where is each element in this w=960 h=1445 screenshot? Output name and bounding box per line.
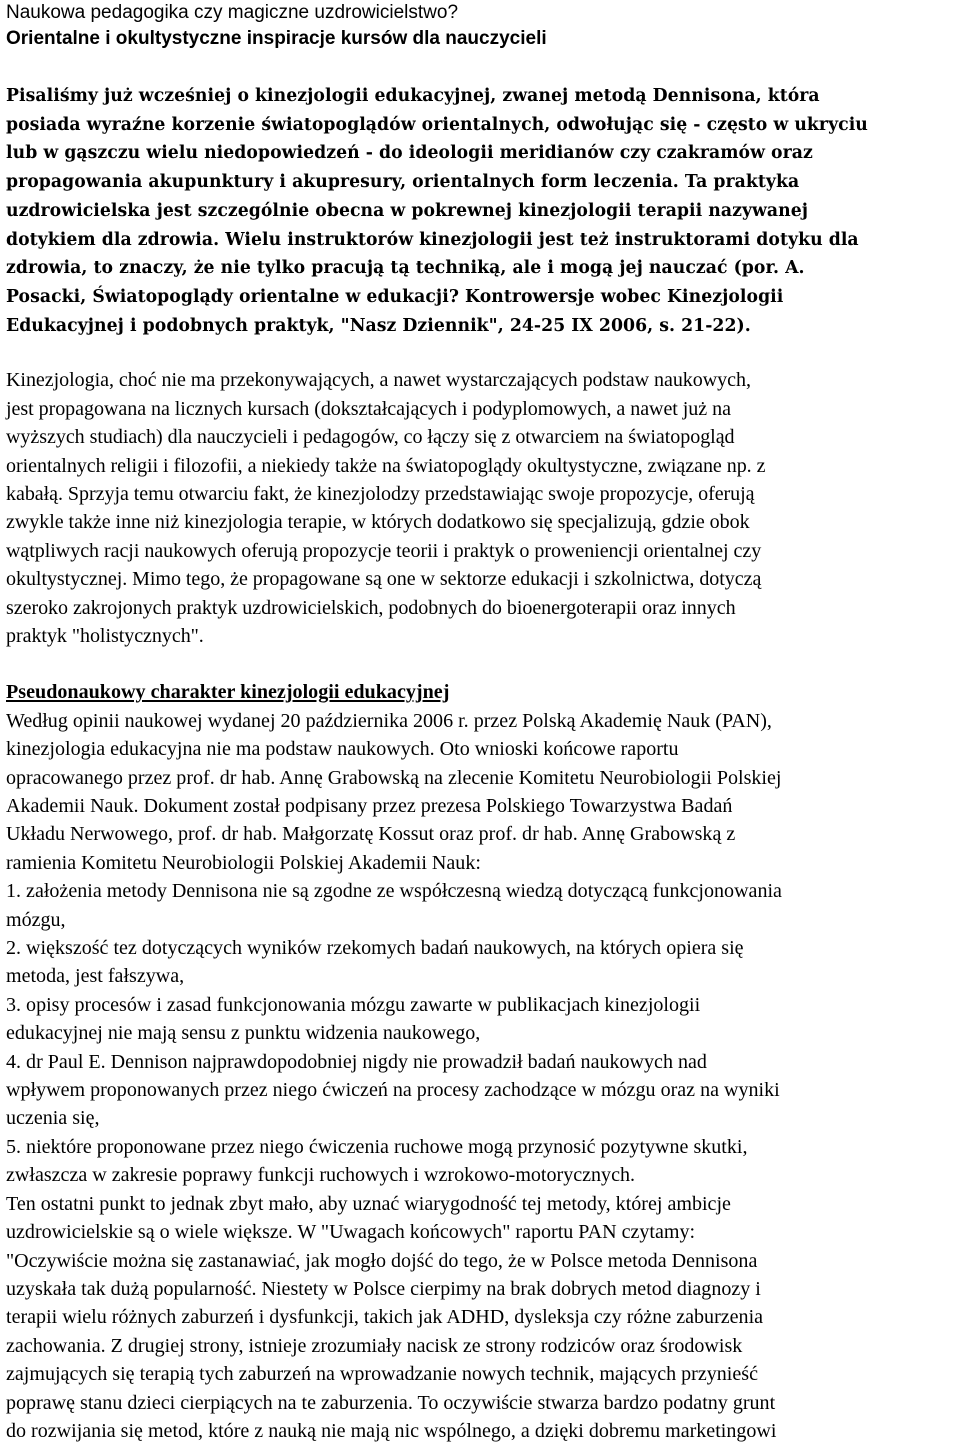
lead-line: lub w gąszczu wielu niedopowiedzeń - do ideologii meridianów czy czakramów oraz [6,143,813,164]
body-line: wyższych studiach) dla nauczycieli i pedagogów, co łączy się z otwarciem na światopogląd [6,426,735,449]
section-line: mózgu, [6,908,66,931]
section-heading: Pseudonaukowy charakter kinezjologii edukacyjnej [6,681,450,704]
section-line: terapii wielu różnych zaburzeń i dysfunkcji, takich jak ADHD, dysleksja czy różne zaburzenia [6,1306,764,1329]
section-line: kinezjologia edukacyjna nie ma podstaw naukowych. Oto wnioski końcowe raportu [6,738,679,761]
body-line: okultystycznej. Mimo tego, że propagowane są one w sektorze edukacji i szkolnictwa, dotyczą [6,568,762,591]
section-line: Układu Nerwowego, prof. dr hab. Małgorzatę Kossut oraz prof. dr hab. Annę Grabowską z [6,823,736,846]
section-line: 2. większość tez dotyczących wyników rzekomych badań naukowych, na których opiera się [6,937,744,960]
section-line: ramienia Komitetu Neurobiologii Polskiej Akademii Nauk: [6,851,481,874]
body-line: praktyk "holistycznych". [6,624,204,647]
lead-line: Edukacyjnej i podobnych praktyk, "Nasz Dziennik", 24-25 IX 2006, s. 21-22). [6,315,751,336]
lead-line: Posacki, Światopoglądy orientalne w edukacji? Kontrowersje wobec Kinezjologii [6,286,784,307]
section-line: 5. niektóre proponowane przez niego ćwiczenia ruchowe mogą przynosić pozytywne skutki, [6,1135,748,1158]
section-line: Akademii Nauk. Dokument został podpisany przez prezesa Polskiego Towarzystwa Badań [6,795,733,818]
section-line: "Oczywiście można się zastanawiać, jak mogło dojść do tego, że w Polsce metoda Dennisona [6,1249,758,1272]
body-line: Kinezjologia, choć nie ma przekonywających, a nawet wystarczających podstaw naukowych, [6,369,751,392]
lead-line: posiada wyraźne korzenie światopoglądów orientalnych, odwołując się - często w ukryciu [6,114,868,135]
body-line: jest propagowana na licznych kursach (dokształcających i podyplomowych, a nawet już na [6,397,731,420]
body-paragraph [6,366,956,650]
article-title: Naukowa pedagogika czy magiczne uzdrowicielstwo? [6,2,459,23]
section-line: zwłaszcza w zakresie poprawy funkcji ruchowych i wzrokowo-motorycznych. [6,1164,636,1187]
lead-line: dotykiem dla zdrowia. Wielu instruktorów kinezjologii jest też instruktorami dotyku dla [6,229,859,250]
section-line: Ten ostatni punkt to jednak zbyt mało, aby uznać wiarygodność tej metody, której ambicje [6,1192,731,1215]
lead-line: propagowania akupunktury i akupresury, orientalnych form leczenia. Ta praktyka [6,172,800,193]
section-line: do rozwijania się metod, które z nauką nie mają nic wspólnego, a dzięki dobremu marketingowi [6,1419,777,1442]
lead-line: Pisaliśmy już wcześniej o kinezjologii edukacyjnej, zwanej metodą Dennisona, która [6,86,820,106]
section-line: opracowanego przez prof. dr hab. Annę Grabowską na zlecenie Komitetu Neurobiologii Polskiej [6,766,782,789]
section-line: Według opinii naukowej wydanej 20 października 2006 r. przez Polską Akademię Nauk (PAN), [6,709,772,732]
section-line: edukacyjnej nie mają sensu z punktu widzenia naukowego, [6,1022,481,1045]
lead-paragraph [6,82,956,340]
section-line: zajmujących się terapią tych zaburzeń na wprowadzanie nowych technik, mających przynieść [6,1363,758,1386]
section-line: zachowania. Z drugiej strony, istnieje zrozumiały nacisk ze strony rodziców oraz środowisk [6,1334,743,1357]
body-line: kabałą. Sprzyja temu otwarciu fakt, że kinezjolodzy przedstawiając swoje propozycje, oferują [6,482,755,505]
section-text [6,707,956,1445]
section-line: poprawę stanu dzieci cierpiących na te zaburzenia. To oczywiście stwarza bardzo podatny grunt [6,1391,776,1414]
body-line: zwykle także inne niż kinezjologia terapie, w których dodatkowo się specjalizują, gdzie obok [6,511,750,534]
section-line: uzdrowicielskie są o wiele większe. W "Uwagach końcowych" raportu PAN czytamy: [6,1221,696,1244]
section-line: wpływem proponowanych przez niego ćwiczeń na procesy zachodzące w mózgu oraz na wyniki [6,1079,780,1102]
body-line: wątpliwych racji naukowych oferują propozycje teorii i praktyk o proweniencji orientalnej czy [6,539,762,562]
section-line: 1. założenia metody Dennisona nie są zgodne ze współczesną wiedzą dotyczącą funkcjonowania [6,880,782,903]
body-line: orientalnych religii i filozofii, a niekiedy także na światopoglądy okultystyczne, związane np. z [6,454,766,477]
section-line: 3. opisy procesów i zasad funkcjonowania mózgu zawarte w publikacjach kinezjologii [6,993,701,1016]
body-line: szeroko zakrojonych praktyk uzdrowicielskich, podobnych do bioenergoterapii oraz innych [6,596,736,619]
lead-line: zdrowia, to znaczy, że nie tylko pracują tą techniką, ale i mogą jej nauczać (por. A. [6,258,805,279]
section-line: uzyskała tak dużą popularność. Niestety w Polsce cierpimy na brak dobrych metod diagnozy i [6,1277,761,1300]
lead-line: uzdrowicielska jest szczególnie obecna w pokrewnej kinezjologii terapii nazywanej [6,200,809,221]
section-line: 4. dr Paul E. Dennison najprawdopodobniej nigdy nie prowadził badań naukowych nad [6,1050,707,1073]
article-subtitle: Orientalne i okultystyczne inspiracje kursów dla nauczycieli [6,28,547,49]
section-line: metoda, jest fałszywa, [6,965,185,988]
section-line: uczenia się, [6,1107,100,1130]
